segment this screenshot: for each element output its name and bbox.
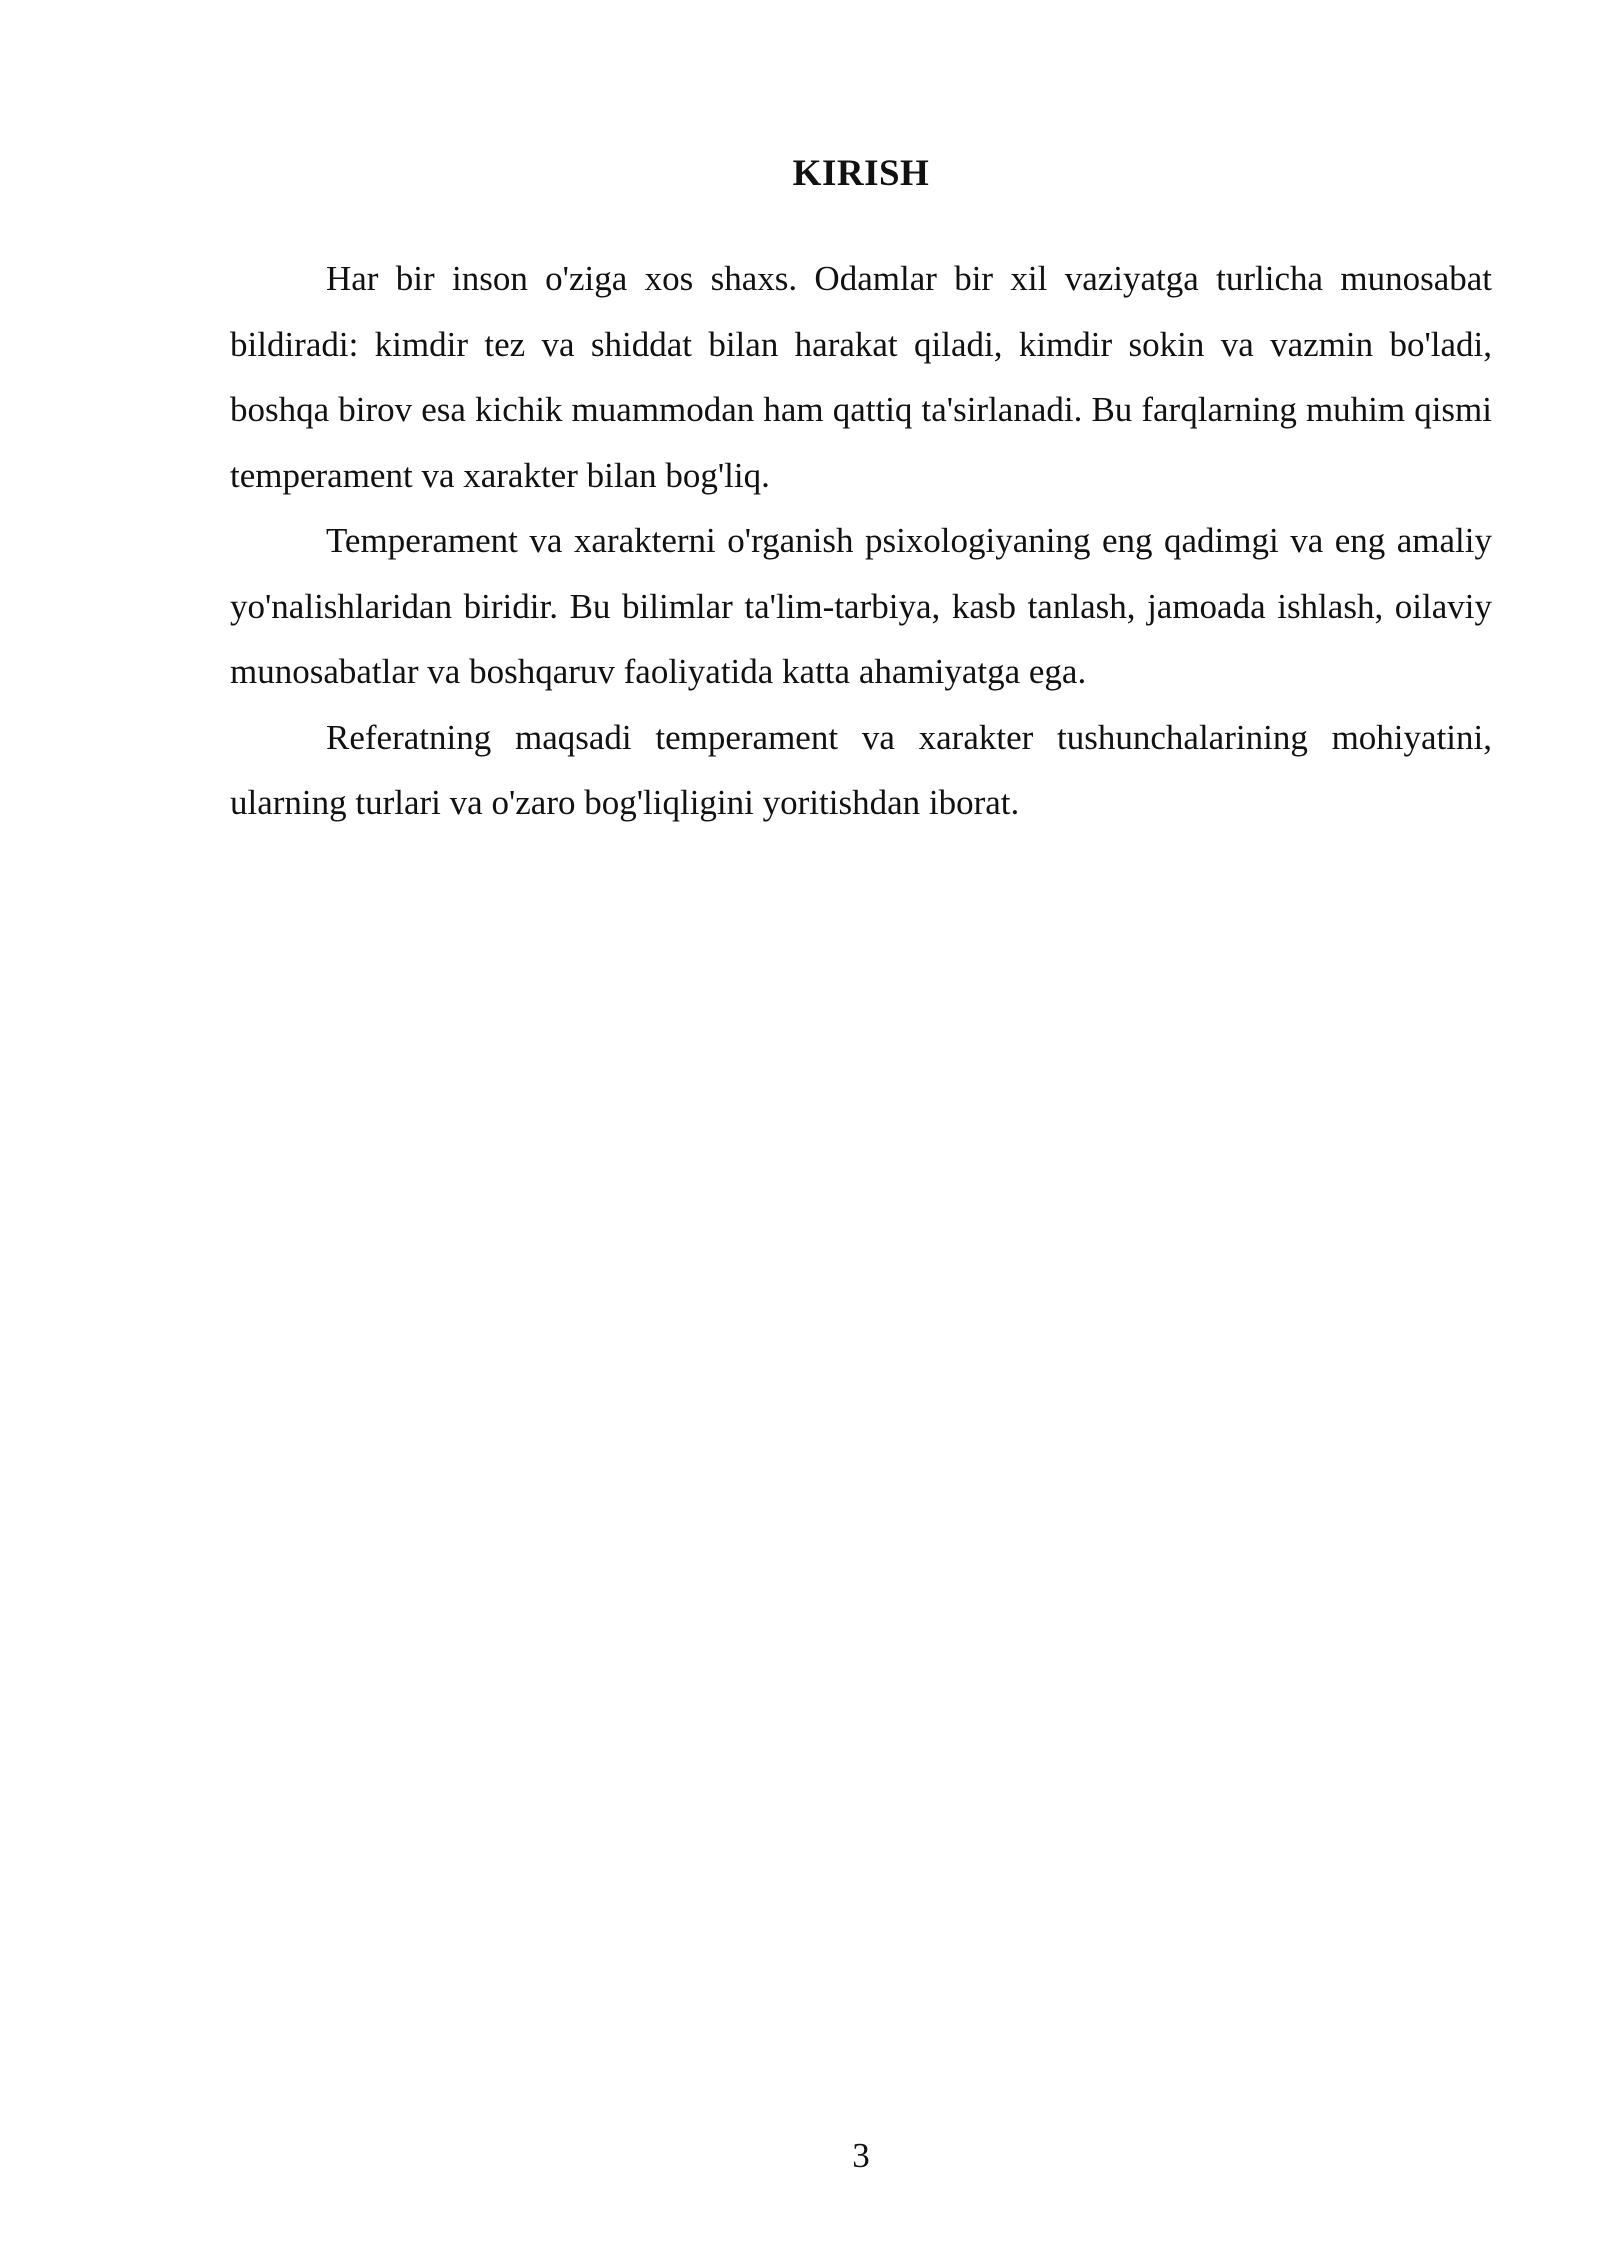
page-number: 3: [852, 2136, 870, 2175]
paragraph-3: Referatning maqsadi temperament va xarakter tushunchalarining mohiyatini, ularning turlari va o'zaro bog'liqligini yoritishdan iborat.: [230, 717, 1492, 822]
body-text: [230, 246, 1492, 836]
paragraph-1: Har bir inson o'ziga xos shaxs. Odamlar bir xil vaziyatga turlicha munosabat bildiradi: kimdir tez va shiddat bilan harakat qiladi, kimdir sokin va vazmin bo'ladi, boshqa birov esa kichik muammodan ham qattiq ta'sirlanadi. Bu farqlarning muhim qismi temperament va xarakter bilan bog'liq.: [230, 259, 1492, 495]
section-heading: KIRISH: [792, 153, 930, 194]
paragraph-2: Temperament va xarakterni o'rganish psixologiyaning eng qadimgi va eng amaliy yo'nalishlaridan biridir. Bu bilimlar ta'lim-tarbiya, kasb tanlash, jamoada ishlash, oilaviy munosabatlar va boshqaruv faoliyatida katta ahamiyatga ega.: [230, 521, 1492, 691]
